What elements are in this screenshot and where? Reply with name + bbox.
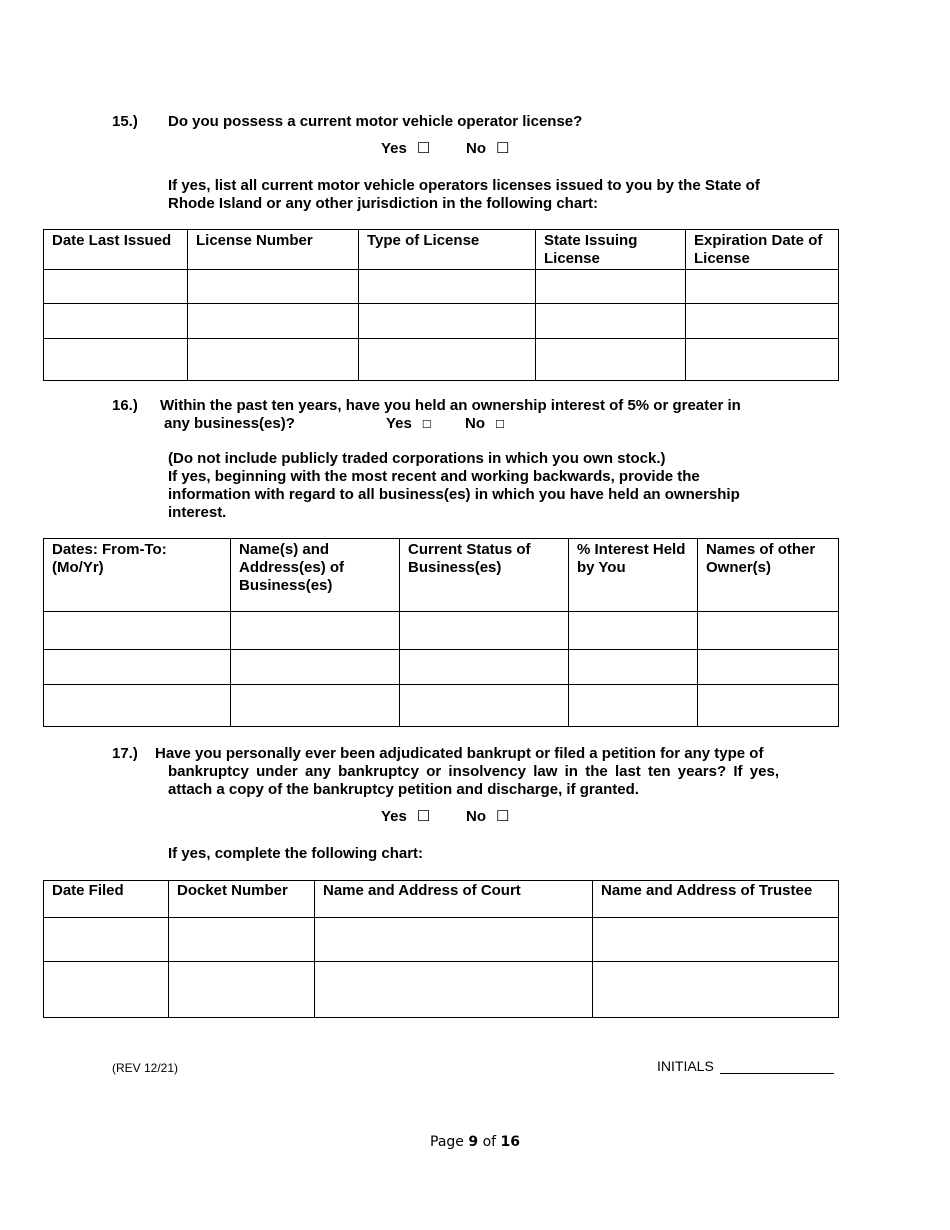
table-cell[interactable] — [231, 650, 400, 685]
q15-license-table — [43, 229, 839, 381]
table-cell[interactable] — [231, 685, 400, 727]
col-header-other-owners — [698, 539, 839, 612]
q16-instruction-line2: information with regard to all business(es) in which you have held an ownership — [168, 486, 740, 503]
table-cell[interactable] — [593, 962, 839, 1018]
table-cell[interactable] — [400, 685, 569, 727]
col-header-court — [315, 881, 593, 918]
q15-no-checkbox[interactable]: ☐ — [496, 140, 510, 157]
col-header-percent-interest-text: % Interest Held by You — [577, 541, 686, 576]
q17-yes-checkbox[interactable]: ☐ — [416, 808, 431, 825]
q17-question-line1: Have you personally ever been adjudicated bankrupt or filed a petition for any type of — [155, 745, 764, 762]
table-cell[interactable] — [44, 962, 169, 1018]
col-header-current-status-text: Current Status of Business(es) — [408, 541, 531, 576]
q16-number: 16.) — [112, 397, 138, 414]
col-header-date-filed — [44, 881, 169, 918]
q15-no-option[interactable] — [466, 139, 509, 157]
table-cell[interactable] — [188, 304, 359, 339]
q15-no-label: No — [466, 140, 486, 157]
col-header-state-issuing: State Issuing License — [536, 230, 686, 270]
q16-no-label: No — [465, 415, 485, 432]
q17-yes-label: Yes — [381, 808, 407, 825]
q16-question-line2: any business(es)? — [164, 415, 295, 432]
table-cell[interactable] — [569, 685, 698, 727]
initials-label: INITIALS — [657, 1058, 714, 1074]
q15-instruction-line2: Rhode Island or any other jurisdiction in the following chart: — [168, 195, 599, 212]
table-header-row — [44, 539, 839, 612]
table-cell[interactable] — [188, 270, 359, 304]
q17-instruction: If yes, complete the following chart: — [168, 845, 424, 862]
col-header-trustee — [593, 881, 839, 918]
q17-no-label: No — [466, 808, 486, 825]
col-header-dates-text: Dates: From-To: (Mo/Yr) — [52, 541, 167, 576]
q16-yes-label: Yes — [386, 415, 412, 432]
table-cell[interactable] — [44, 685, 231, 727]
table-cell[interactable] — [44, 339, 188, 381]
q16-instruction-line3: interest. — [168, 504, 227, 521]
initials-field[interactable] — [657, 1058, 834, 1074]
q16-no-option[interactable] — [465, 415, 505, 432]
table-cell[interactable] — [536, 304, 686, 339]
q16-instruction-line1: If yes, beginning with the most recent and working backwards, provide the — [168, 468, 700, 485]
initials-signature-line[interactable] — [720, 1067, 834, 1074]
table-cell[interactable] — [169, 962, 315, 1018]
col-header-dates — [44, 539, 231, 612]
table-cell[interactable] — [698, 685, 839, 727]
table-row — [44, 304, 839, 339]
table-cell[interactable] — [569, 612, 698, 650]
table-row — [44, 612, 839, 650]
table-cell[interactable] — [698, 650, 839, 685]
col-header-current-status — [400, 539, 569, 612]
q16-no-checkbox[interactable]: ☐ — [495, 419, 505, 431]
table-row — [44, 339, 839, 381]
q17-yes-option[interactable] — [381, 807, 430, 825]
col-header-docket-number-text: Docket Number — [177, 882, 288, 899]
table-cell[interactable] — [698, 612, 839, 650]
table-cell[interactable] — [593, 918, 839, 962]
col-header-date-filed-text: Date Filed — [52, 882, 124, 899]
table-cell[interactable] — [359, 270, 536, 304]
col-header-license-number: License Number — [188, 230, 359, 270]
q16-note: (Do not include publicly traded corporations in which you own stock.) — [168, 450, 666, 467]
table-cell[interactable] — [359, 304, 536, 339]
table-cell[interactable] — [536, 270, 686, 304]
col-header-percent-interest — [569, 539, 698, 612]
table-cell[interactable] — [400, 650, 569, 685]
table-cell[interactable] — [569, 650, 698, 685]
table-cell[interactable] — [169, 918, 315, 962]
col-header-date-last-issued: Date Last Issued — [44, 230, 188, 270]
table-cell[interactable] — [44, 918, 169, 962]
q17-no-checkbox[interactable]: ☐ — [496, 808, 510, 825]
q16-yes-option[interactable] — [386, 415, 432, 432]
col-header-type-of-license: Type of License — [359, 230, 536, 270]
q17-question-line2: bankruptcy under any bankruptcy or insolvency law in the last ten years? If yes, — [168, 763, 779, 780]
q15-yes-option[interactable] — [381, 139, 430, 157]
table-row — [44, 650, 839, 685]
page-total: 16 — [500, 1134, 520, 1150]
col-header-other-owners-text: Names of other Owner(s) — [706, 541, 816, 576]
page-current: 9 — [468, 1134, 479, 1150]
col-header-business-names-text: Name(s) and Address(es) of Business(es) — [239, 541, 345, 594]
table-cell[interactable] — [44, 270, 188, 304]
table-cell[interactable] — [686, 339, 839, 381]
table-cell[interactable] — [44, 612, 231, 650]
q15-instruction — [168, 177, 760, 213]
table-cell[interactable] — [231, 612, 400, 650]
page-number — [0, 1134, 950, 1150]
table-cell[interactable] — [686, 270, 839, 304]
col-header-expiration-date: Expiration Date of License — [686, 230, 839, 270]
col-header-court-text: Name and Address of Court — [323, 882, 521, 899]
table-row — [44, 962, 839, 1018]
q16-ownership-table — [43, 538, 839, 727]
table-cell[interactable] — [44, 304, 188, 339]
q17-no-option[interactable] — [466, 807, 509, 825]
col-header-business-names — [231, 539, 400, 612]
revision-label: (REV 12/21) — [112, 1061, 179, 1075]
q15-question: Do you possess a current motor vehicle operator license? — [168, 113, 583, 130]
table-cell[interactable] — [359, 339, 536, 381]
q15-yes-checkbox[interactable]: ☐ — [416, 140, 431, 157]
table-cell[interactable] — [315, 918, 593, 962]
table-cell[interactable] — [400, 612, 569, 650]
page-of: of — [482, 1134, 497, 1150]
q15-instruction-line1: If yes, list all current motor vehicle operators licenses issued to you by the State of — [168, 177, 760, 194]
q16-instruction — [168, 450, 740, 522]
table-cell[interactable] — [315, 962, 593, 1018]
table-cell[interactable] — [188, 339, 359, 381]
table-row — [44, 918, 839, 962]
q15-yes-label: Yes — [381, 140, 407, 157]
table-row — [44, 685, 839, 727]
table-header-row — [44, 230, 839, 270]
q16-question-line1: Within the past ten years, have you held an ownership interest of 5% or greater in — [160, 397, 741, 414]
q16-yes-checkbox[interactable]: ☐ — [421, 419, 432, 431]
page-prefix: Page — [430, 1134, 464, 1150]
table-row — [44, 270, 839, 304]
q17-bankruptcy-table — [43, 880, 839, 1018]
table-cell[interactable] — [536, 339, 686, 381]
q17-question-line3: attach a copy of the bankruptcy petition and discharge, if granted. — [168, 781, 639, 798]
q15-number: 15.) — [112, 113, 138, 130]
table-cell[interactable] — [44, 650, 231, 685]
col-header-trustee-text: Name and Address of Trustee — [601, 882, 813, 899]
q17-number: 17.) — [112, 745, 138, 762]
col-header-docket-number — [169, 881, 315, 918]
table-header-row — [44, 881, 839, 918]
table-cell[interactable] — [686, 304, 839, 339]
